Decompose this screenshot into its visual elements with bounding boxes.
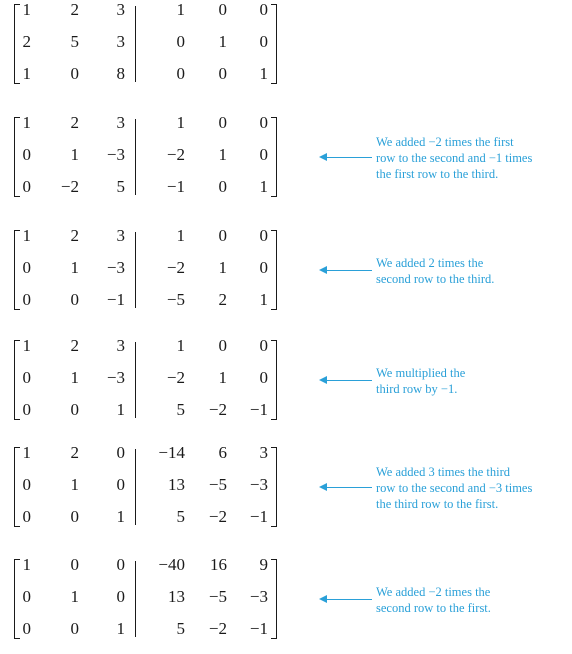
matrix-cell: 8 bbox=[116, 64, 125, 83]
matrix-cell: −3 bbox=[106, 368, 125, 387]
annotation-arrow-line bbox=[326, 270, 372, 271]
annotation-arrow-line bbox=[326, 599, 372, 600]
matrix-cell: 1 bbox=[70, 258, 79, 277]
annotation-arrow-line bbox=[326, 157, 372, 158]
matrix-cell: 3 bbox=[116, 113, 125, 132]
operation-note bbox=[376, 255, 566, 287]
augment-divider bbox=[135, 342, 136, 418]
matrix-cell: 0 bbox=[116, 555, 125, 574]
matrix-cell: −2 bbox=[208, 619, 227, 638]
matrix-cell: −40 bbox=[158, 555, 185, 574]
matrix-cell: 1 bbox=[22, 64, 31, 83]
matrix-cell: 0 bbox=[22, 258, 31, 277]
matrix-cell: 0 bbox=[70, 619, 79, 638]
matrix-cell: 0 bbox=[259, 368, 268, 387]
arrow-left-icon bbox=[319, 376, 327, 384]
matrix-cell: 1 bbox=[22, 226, 31, 245]
matrix-cell: 0 bbox=[259, 258, 268, 277]
matrix-cell: 1 bbox=[22, 113, 31, 132]
matrix-cell: 0 bbox=[116, 443, 125, 462]
matrix-cell: 2 bbox=[70, 0, 79, 19]
arrow-left-icon bbox=[319, 483, 327, 491]
matrix-cell: 1 bbox=[176, 226, 185, 245]
augment-divider bbox=[135, 561, 136, 637]
matrix-cell: 5 bbox=[176, 507, 185, 526]
matrix-cell: 1 bbox=[176, 113, 185, 132]
operation-note bbox=[376, 134, 566, 182]
matrix-cell: 0 bbox=[259, 145, 268, 164]
matrix-cell: 2 bbox=[70, 226, 79, 245]
matrix-cell: 0 bbox=[116, 587, 125, 606]
matrix-cell: 0 bbox=[70, 507, 79, 526]
augment-divider bbox=[135, 119, 136, 195]
matrix-cell: 0 bbox=[218, 113, 227, 132]
matrix-cell: 0 bbox=[70, 400, 79, 419]
augmented-matrix-step-6 bbox=[0, 555, 572, 639]
matrix-cell: 1 bbox=[22, 443, 31, 462]
matrix-cell: 1 bbox=[176, 0, 185, 19]
matrix-cell: 0 bbox=[22, 400, 31, 419]
augmented-matrix-step-3 bbox=[0, 226, 572, 310]
matrix-cell: 0 bbox=[70, 64, 79, 83]
matrix-cell: 0 bbox=[22, 619, 31, 638]
matrix-cell: 2 bbox=[218, 290, 227, 309]
note-line: We added 2 times the bbox=[376, 256, 484, 270]
arrow-left-icon bbox=[319, 153, 327, 161]
matrix-cell: −5 bbox=[208, 587, 227, 606]
matrix-cell: 0 bbox=[116, 475, 125, 494]
note-line: third row by −1. bbox=[376, 382, 458, 396]
matrix-cell: 1 bbox=[116, 400, 125, 419]
matrix-cell: 1 bbox=[116, 619, 125, 638]
matrix-cell: 3 bbox=[116, 336, 125, 355]
right-bracket bbox=[271, 4, 277, 84]
matrix-cell: 2 bbox=[70, 113, 79, 132]
matrix-cell: 0 bbox=[218, 226, 227, 245]
matrix-cell: −14 bbox=[158, 443, 185, 462]
matrix-cell: 3 bbox=[116, 0, 125, 19]
note-line: We added −2 times the first bbox=[376, 135, 514, 149]
augmented-matrix-step-2 bbox=[0, 113, 572, 197]
annotation-arrow-line bbox=[326, 380, 372, 381]
note-line: second row to the first. bbox=[376, 601, 491, 615]
matrix-cell: 0 bbox=[259, 32, 268, 51]
matrix-cell: 1 bbox=[218, 32, 227, 51]
matrix-cell: 1 bbox=[70, 368, 79, 387]
matrix-cell: 6 bbox=[218, 443, 227, 462]
matrix-cell: 1 bbox=[259, 64, 268, 83]
matrix-cell: −1 bbox=[249, 507, 268, 526]
matrix-cell: −2 bbox=[208, 400, 227, 419]
matrix-cell: 2 bbox=[70, 443, 79, 462]
matrix-cell: 0 bbox=[176, 64, 185, 83]
operation-note bbox=[376, 584, 566, 616]
operation-note bbox=[376, 464, 566, 512]
matrix-cell: 1 bbox=[22, 0, 31, 19]
matrix-cell: 5 bbox=[176, 400, 185, 419]
matrix-cell: 0 bbox=[22, 507, 31, 526]
annotation-arrow-line bbox=[326, 487, 372, 488]
matrix-cell: 5 bbox=[176, 619, 185, 638]
matrix-cell: −2 bbox=[166, 145, 185, 164]
augment-divider bbox=[135, 6, 136, 82]
matrix-cell: −1 bbox=[249, 400, 268, 419]
note-line: the first row to the third. bbox=[376, 167, 499, 181]
matrix-cell: 1 bbox=[70, 475, 79, 494]
note-line: second row to the third. bbox=[376, 272, 495, 286]
arrow-left-icon bbox=[319, 595, 327, 603]
note-line: row to the second and −1 times bbox=[376, 151, 533, 165]
matrix-cell: 0 bbox=[218, 0, 227, 19]
matrix-cell: 3 bbox=[116, 226, 125, 245]
note-line: the third row to the first. bbox=[376, 497, 499, 511]
matrix-cell: 5 bbox=[116, 177, 125, 196]
matrix-cell: −3 bbox=[106, 258, 125, 277]
matrix-cell: 13 bbox=[168, 587, 185, 606]
matrix-cell: 0 bbox=[176, 32, 185, 51]
matrix-cell: 3 bbox=[116, 32, 125, 51]
matrix-cell: 5 bbox=[70, 32, 79, 51]
matrix-cell: 1 bbox=[70, 145, 79, 164]
matrix-cell: 0 bbox=[218, 64, 227, 83]
matrix-cell: 0 bbox=[22, 145, 31, 164]
matrix-cell: 0 bbox=[218, 177, 227, 196]
matrix-cell: 0 bbox=[259, 0, 268, 19]
matrix-cell: −5 bbox=[208, 475, 227, 494]
note-line: We multiplied the bbox=[376, 366, 466, 380]
matrix-cell: 0 bbox=[70, 555, 79, 574]
matrix-cell: 0 bbox=[259, 336, 268, 355]
note-line: We added −2 times the bbox=[376, 585, 491, 599]
augment-divider bbox=[135, 232, 136, 308]
matrix-cell: −2 bbox=[166, 368, 185, 387]
matrix-cell: −3 bbox=[249, 587, 268, 606]
matrix-cell: −2 bbox=[166, 258, 185, 277]
matrix-cell: −5 bbox=[166, 290, 185, 309]
note-line: We added 3 times the third bbox=[376, 465, 511, 479]
matrix-cell: −1 bbox=[166, 177, 185, 196]
matrix-cell: 0 bbox=[22, 475, 31, 494]
matrix-cell: 3 bbox=[259, 443, 268, 462]
matrix-cell: 13 bbox=[168, 475, 185, 494]
arrow-left-icon bbox=[319, 266, 327, 274]
matrix-cell: 0 bbox=[22, 368, 31, 387]
right-bracket bbox=[271, 117, 277, 197]
augmented-matrix-step-5 bbox=[0, 443, 572, 527]
matrix-cell: 16 bbox=[210, 555, 227, 574]
right-bracket bbox=[271, 230, 277, 310]
matrix-cell: 1 bbox=[259, 177, 268, 196]
matrix-cell: 2 bbox=[22, 32, 31, 51]
matrix-cell: 9 bbox=[259, 555, 268, 574]
matrix-cell: −2 bbox=[60, 177, 79, 196]
matrix-cell: −1 bbox=[249, 619, 268, 638]
matrix-cell: 0 bbox=[22, 177, 31, 196]
matrix-cell: 0 bbox=[22, 290, 31, 309]
matrix-cell: 1 bbox=[22, 555, 31, 574]
matrix-cell: 1 bbox=[218, 368, 227, 387]
matrix-cell: 0 bbox=[70, 290, 79, 309]
note-line: row to the second and −3 times bbox=[376, 481, 533, 495]
matrix-cell: 1 bbox=[218, 258, 227, 277]
matrix-cell: −3 bbox=[106, 145, 125, 164]
matrix-cell: 1 bbox=[22, 336, 31, 355]
matrix-cell: 0 bbox=[259, 226, 268, 245]
matrix-cell: 0 bbox=[259, 113, 268, 132]
augmented-matrix-step-1 bbox=[0, 0, 572, 84]
matrix-cell: 1 bbox=[70, 587, 79, 606]
augmented-matrix-step-4 bbox=[0, 336, 572, 420]
operation-note bbox=[376, 365, 566, 397]
matrix-cell: 1 bbox=[176, 336, 185, 355]
right-bracket bbox=[271, 447, 277, 527]
matrix-cell: 1 bbox=[259, 290, 268, 309]
matrix-cell: −1 bbox=[106, 290, 125, 309]
matrix-cell: 1 bbox=[116, 507, 125, 526]
matrix-cell: −3 bbox=[249, 475, 268, 494]
matrix-cell: 2 bbox=[70, 336, 79, 355]
matrix-cell: 1 bbox=[218, 145, 227, 164]
matrix-cell: 0 bbox=[22, 587, 31, 606]
matrix-cell: 0 bbox=[218, 336, 227, 355]
right-bracket bbox=[271, 559, 277, 639]
right-bracket bbox=[271, 340, 277, 420]
matrix-cell: −2 bbox=[208, 507, 227, 526]
augment-divider bbox=[135, 449, 136, 525]
